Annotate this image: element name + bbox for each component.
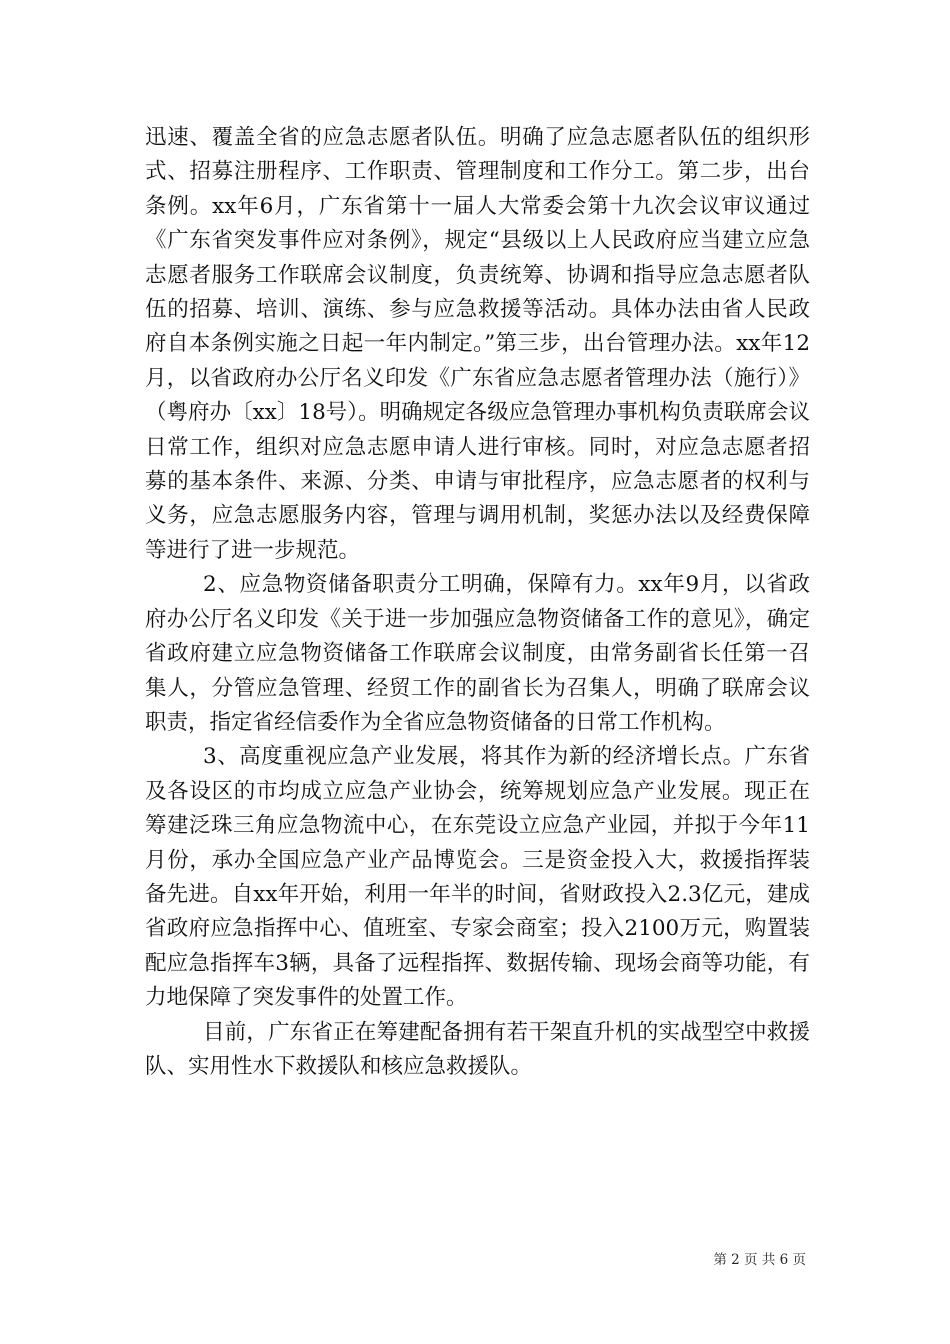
paragraph-rescue-teams: 目前，广东省正在筹建配备拥有若干架直升机的实战型空中救援队、实用性水下救援队和核应急救援队。 xyxy=(145,1019,810,1079)
paragraph-material-reserve: 2、应急物资储备职责分工明确，保障有力。xx年9月，以省政府办公厅名义印发《关于进一步加强应急物资储备工作的意见》，确定省政府建立应急物资储备工作联席会议制度，由常务副省长任第一召集人，分管应急管理、经贸工作的副省长为召集人，明确了联席会议职责，指定省经信委作为全省应急物资储备的日常工作机构。 xyxy=(145,572,810,735)
page-number: 第 2 页 共 6 页 xyxy=(713,1252,806,1268)
body-text xyxy=(145,121,810,1084)
paragraph-emergency-industry: 3、高度重视应急产业发展，将其作为新的经济增长点。广东省及各设区的市均成立应急产业协会，统筹规划应急产业发展。现正在筹建泛珠三角应急物流中心，在东莞设立应急产业园，并拟于今年11月份，承办全国应急产业产品博览会。三是资金投入大，救援指挥装备先进。自xx年开始，利用一年半的时间，省财政投入2.3亿元，建成省政府应急指挥中心、值班室、专家会商室；投入2100万元，购置装配应急指挥车3辆，具备了远程指挥、数据传输、现场会商等功能，有力地保障了突发事件的处置工作。 xyxy=(145,744,811,1011)
paragraph-volunteer-team: 迅速、覆盖全省的应急志愿者队伍。明确了应急志愿者队伍的组织形式、招募注册程序、工作职责、管理制度和工作分工。第二步，出台条例。xx年6月，广东省第十一届人大常委会第十九次会议审议通过《广东省突发事件应对条例》，规定“县级以上人民政府应当建立应急志愿者服务工作联席会议制度，负责统筹、协调和指导应急志愿者队伍的招募、培训、演练、参与应急救援等活动。具体办法由省人民政府自本条例实施之日起一年内制定。”第三步，出台管理办法。xx年12月，以省政府办公厅名义印发《广东省应急志愿者管理办法（施行）》（粤府办〔xx〕18号）。明确规定各级应急管理办事机构负责联席会议日常工作，组织对应急志愿申请人进行审核。同时，对应急志愿者招募的基本条件、来源、分类、申请与审批程序，应急志愿者的权利与义务，应急志愿服务内容，管理与调用机制，奖惩办法以及经费保障等进行了进一步规范。 xyxy=(145,125,810,563)
